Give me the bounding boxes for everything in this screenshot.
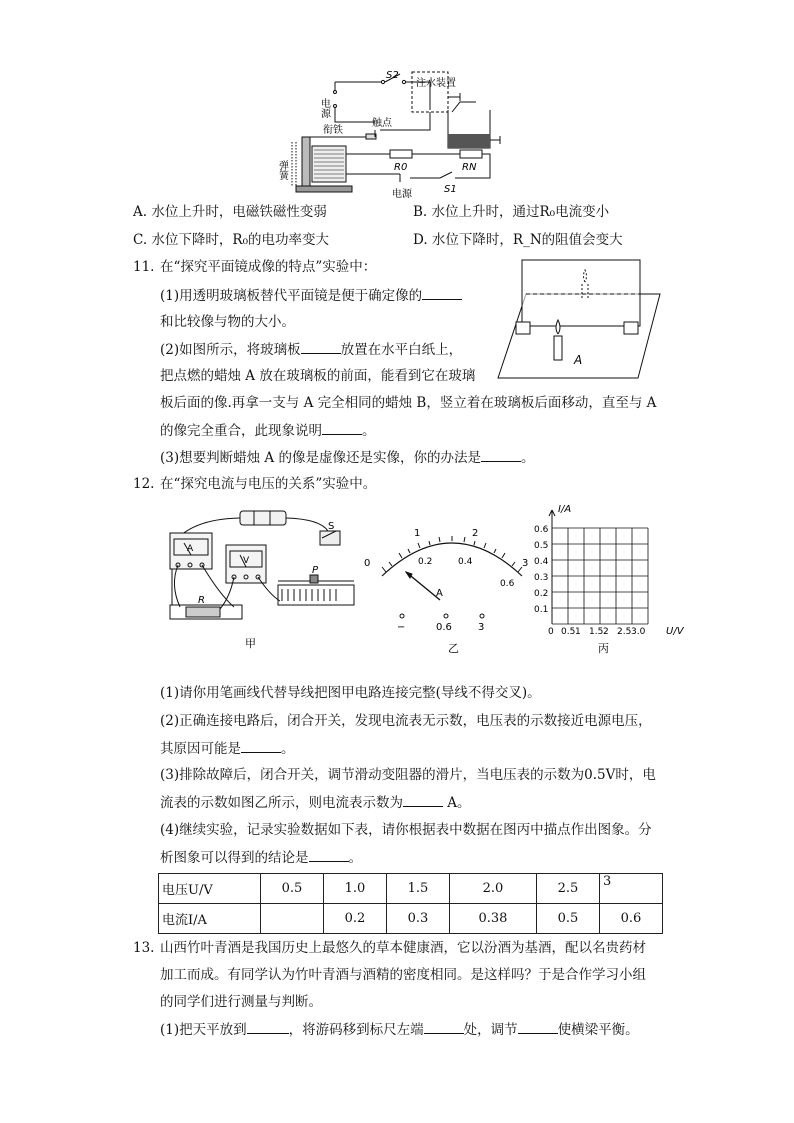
answer-blank[interactable]: [322, 420, 362, 435]
q11-part2-line1: [160, 339, 462, 360]
ammeter-bottom-tick: 0.2: [418, 557, 433, 567]
grid-y-tick: 0.3: [534, 573, 549, 583]
circuit-r0-label: R0: [394, 162, 408, 173]
q12-part4-text: 析图象可以得到的结论是: [160, 850, 309, 866]
ammeter-top-tick: 1: [414, 528, 421, 539]
circuit-s2-label: S2: [386, 70, 399, 81]
q13-line3: 的同学们进行测量与判断。: [160, 994, 322, 1010]
circuit-jia-figure: [160, 505, 360, 653]
iv-grid-bing-figure: [534, 500, 694, 660]
q11-part2-text-end: 放置在水平白纸上，: [340, 342, 463, 358]
circuit-power-top-label: 电源: [318, 98, 330, 118]
grid-x-tick: 1: [575, 627, 581, 637]
q13-part1-text-d: 使横梁平衡。: [557, 1022, 639, 1038]
q12-part4-line1: (4)继续实验，记录实验数据如下表，请你根据表中数据在图丙中描点作出图象。分: [160, 822, 652, 838]
ammeter-yi-figure: [362, 520, 540, 656]
circuit-rn-label: RN: [462, 162, 477, 173]
answer-blank[interactable]: [309, 847, 349, 862]
q13-line1: 山西竹叶青酒是我国历史上最悠久的草本健康酒，它以汾酒为基酒，配以名贵药材: [160, 940, 646, 956]
q10-option-c: C. 水位下降时，R₀的电功率变大: [133, 232, 330, 248]
grid-y-tick: 0.2: [534, 589, 549, 599]
q11-part1-text: (1)用透明玻璃板替代平面镜是便于确定像的: [160, 288, 423, 304]
circuit-power-bottom-label: 电源: [392, 189, 412, 200]
circuit-armature-label: 衔铁: [323, 125, 343, 136]
q12-part3-line2: [160, 792, 471, 813]
circuit-water-device-label: 注水装置: [416, 78, 456, 89]
table-cell: 0.6: [599, 904, 662, 934]
circuit-spring-label: 弹簧: [276, 160, 288, 180]
grid-x-axis-label: U/V: [666, 626, 684, 637]
circuit-contact-label: 触点: [372, 118, 392, 129]
grid-x-tick: 1.5: [589, 627, 604, 637]
answer-blank[interactable]: [241, 738, 281, 753]
answer-blank[interactable]: [422, 285, 462, 300]
table-cell: 0.3: [386, 904, 449, 934]
ammeter-terminal-label: −: [397, 622, 406, 633]
q12-part2-line2: [160, 738, 295, 759]
fig-yi-caption: 乙: [448, 642, 459, 655]
q11-part3-text: (3)想要判断蜡烛 A 的像是虚像还是实像，你的办法是: [160, 450, 481, 466]
q13-part1-text-a: (1)把天平放到: [160, 1022, 247, 1038]
jia-ammeter-label: A: [187, 544, 194, 554]
ammeter-top-tick: 3: [522, 558, 529, 569]
answer-blank[interactable]: [247, 1019, 289, 1034]
q12-part3-line1: (3)排除故障后，闭合开关，调节滑动变阻器的滑片，当电压表的示数为0.5V时，电: [160, 767, 656, 783]
table-cell: 0.5: [261, 874, 324, 904]
grid-y-tick: 0.1: [534, 605, 549, 615]
answer-blank[interactable]: [301, 339, 341, 354]
table-cell[interactable]: [261, 904, 324, 934]
q12-number: 12.: [133, 476, 155, 492]
q11-number: 11.: [133, 259, 155, 275]
q13-part1: [160, 1019, 639, 1040]
table-cell: 1.5: [386, 874, 449, 904]
q12-part2-line1: (2)正确连接电路后，闭合开关，发现电流表无示数，电压表的示数接近电源电压，: [160, 713, 652, 729]
answer-blank[interactable]: [424, 1019, 464, 1034]
grid-x-tick: 3.0: [631, 627, 646, 637]
table-cell: 0.38: [449, 904, 536, 934]
jia-slider-label: P: [312, 565, 319, 576]
q13-part1-text-c: 处，调节: [463, 1022, 518, 1038]
q11-part1-line1: [160, 285, 462, 306]
table-cell: 2.5: [536, 874, 599, 904]
table-cell: 0.5: [536, 904, 599, 934]
answer-blank[interactable]: [481, 447, 521, 462]
grid-y-tick: 0.5: [534, 541, 549, 551]
q12-part4-end: 。: [348, 850, 362, 866]
q12-part3-end: A。: [443, 795, 471, 811]
table-row: [159, 904, 663, 934]
water-level-circuit-figure: [276, 62, 520, 204]
fig-jia-caption: 甲: [245, 637, 256, 650]
q11-part2-text: (2)如图所示，将玻璃板: [160, 342, 301, 358]
table-row-header: 电流I/A: [159, 904, 261, 934]
mirror-candle-a-label: A: [574, 353, 583, 367]
jia-switch-label: S: [328, 521, 335, 532]
q11-part3: [160, 447, 534, 468]
table-row-header: 电压U/V: [159, 874, 261, 904]
grid-x-tick: 2: [603, 627, 609, 637]
table-cell: 1.0: [323, 874, 386, 904]
ammeter-terminal-label: 3: [478, 622, 485, 633]
q12-part2-end: 。: [281, 741, 295, 757]
q12-part3-text: 流表的示数如图乙所示，则电流表示数为: [160, 795, 403, 811]
table-cell: 3: [599, 874, 662, 904]
grid-x-tick: 2.5: [617, 627, 632, 637]
q11-stem: 在“探究平面镜成像的特点”实验中：: [160, 259, 377, 275]
q13-part1-text-b: ，将游码移到标尺左端: [288, 1022, 424, 1038]
answer-blank[interactable]: [403, 792, 443, 807]
grid-x-tick: 0: [548, 627, 554, 637]
ammeter-unit-label: A: [436, 588, 443, 599]
ammeter-top-tick: 2: [472, 528, 479, 539]
q11-part2-line4-text: 的像完全重合，此现象说明: [160, 423, 322, 439]
grid-y-tick: 0.6: [534, 525, 549, 535]
q11-part2-line4: [160, 420, 376, 441]
q11-part2-line3: 板后面的像.再拿一支与 A 完全相同的蜡烛 B，竖立着在玻璃板后面移动，直至与 A: [160, 395, 657, 411]
grid-y-axis-label: I/A: [558, 504, 572, 515]
table-cell: 0.2: [323, 904, 386, 934]
q10-option-a: A. 水位上升时，电磁铁磁性变弱: [133, 204, 327, 220]
jia-resistor-label: R: [198, 595, 205, 606]
q13-number: 13.: [133, 940, 155, 956]
plane-mirror-figure: [496, 258, 660, 382]
ammeter-top-tick: 0: [364, 558, 371, 569]
q12-stem: 在“探究电流与电压的关系”实验中。: [160, 476, 377, 492]
jia-voltmeter-label: V: [243, 556, 250, 566]
ammeter-terminal-label: 0.6: [436, 622, 452, 633]
grid-y-tick: 0.4: [534, 557, 549, 567]
q12-part1: (1)请你用笔画线代替导线把图甲电路连接完整(导线不得交叉)。: [160, 685, 541, 701]
ammeter-bottom-tick: 0.4: [458, 557, 473, 567]
q11-part3-end: 。: [520, 450, 535, 466]
q12-part4-line2: [160, 847, 362, 868]
fig-bing-caption: 丙: [598, 642, 609, 655]
grid-x-tick: 0.5: [561, 627, 576, 637]
voltage-current-table: [158, 873, 663, 934]
q11-part1-line2: 和比较像与物的大小。: [160, 314, 295, 330]
q12-part2-text: 其原因可能是: [160, 741, 241, 757]
q10-option-b: B. 水位上升时，通过R₀电流变小: [413, 204, 610, 220]
q11-part2-line4-end: 。: [362, 423, 376, 439]
table-cell: 2.0: [449, 874, 536, 904]
table-row: [159, 874, 663, 904]
ammeter-bottom-tick: 0.6: [500, 579, 515, 589]
q13-line2: 加工而成。有同学认为竹叶青酒与酒精的密度相同。是这样吗？于是合作学习小组: [160, 967, 646, 983]
q10-option-d: D. 水位下降时，R_N的阻值会变大: [413, 232, 623, 248]
answer-blank[interactable]: [518, 1019, 558, 1034]
q11-part2-line2: 把点燃的蜡烛 A 放在玻璃板的前面，能看到它在玻璃: [160, 368, 476, 384]
circuit-s1-label: S1: [444, 184, 457, 195]
